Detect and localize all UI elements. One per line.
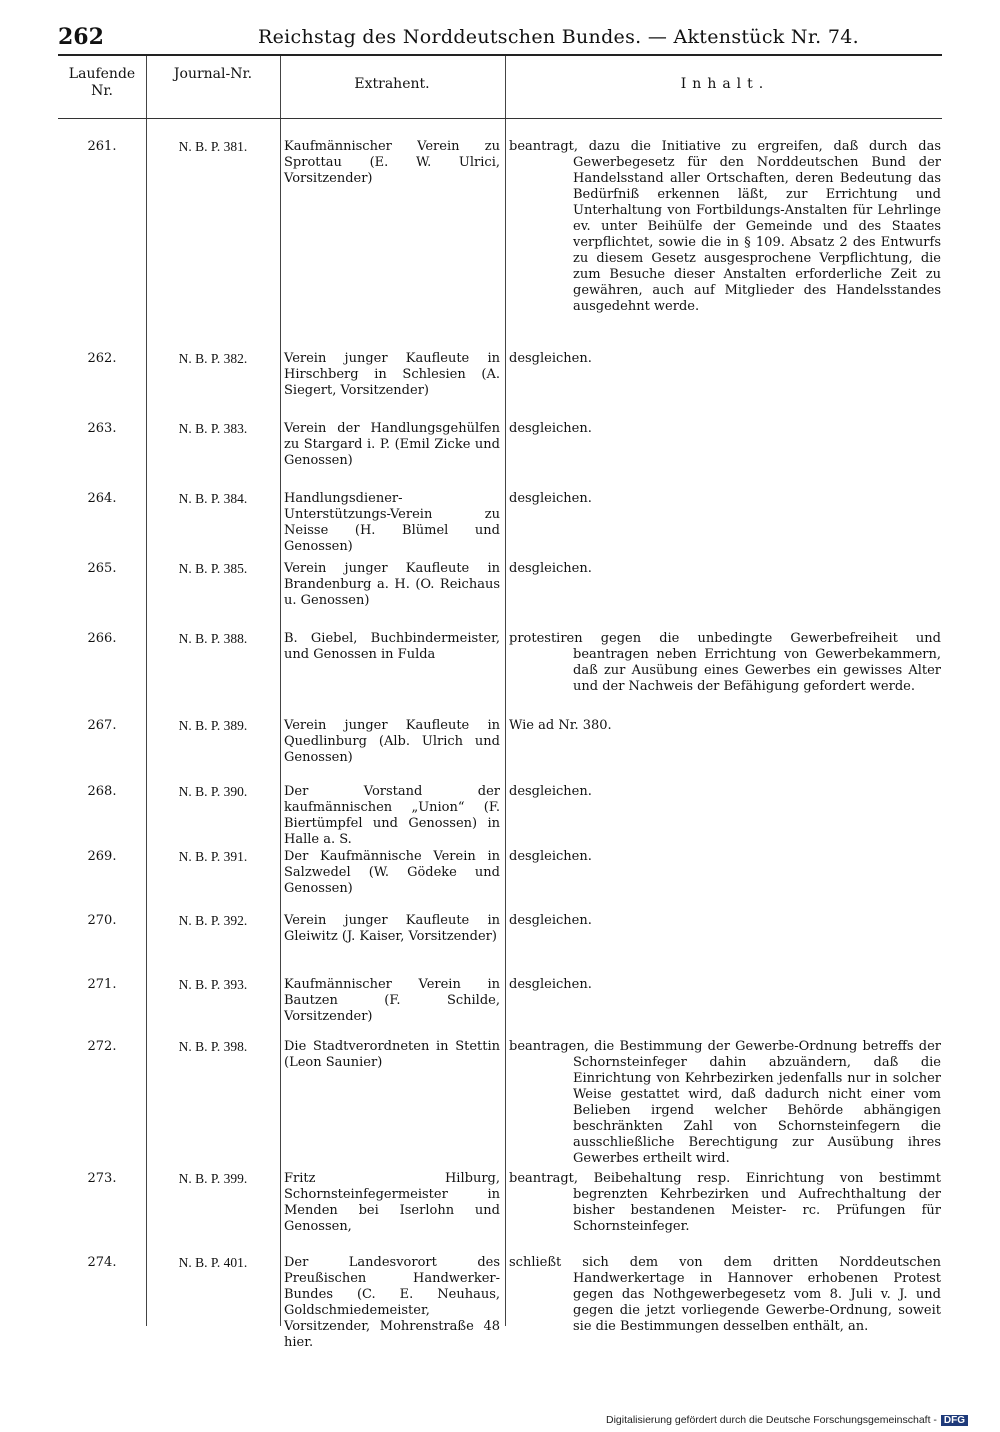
row-number: 272. [87,1039,117,1054]
row-number: 265. [87,561,117,576]
row-number: 271. [87,977,117,992]
content: desgleichen. [509,351,592,366]
content: desgleichen. [509,849,592,864]
petitioner: Verein junger Kaufleute in Hirschberg in Schlesien (A. Siegert, Vorsitzender) [284,351,500,398]
petitioner: Verein junger Kaufleute in Quedlinburg (Alb. Ulrich und Genossen) [284,718,500,765]
journal-number: N. B. P. 398. [178,1039,248,1054]
content: desgleichen. [509,977,592,992]
table-row [58,421,942,491]
table-row [58,784,942,849]
content: protestiren gegen die unbedingte Gewerbefreiheit und beantragen neben Errichtung von Gewerbekammern, daß zur Ausübung eines Gewerbes ein gewisses Alter und der Nachweis der Befähigung gefordert werde. [509,631,941,694]
journal-number: N. B. P. 383. [178,421,248,436]
row-number: 273. [87,1171,117,1186]
table-row [58,1171,942,1255]
content: beantragen, die Bestimmung der Gewerbe-Ordnung betreffs der Schornsteinfeger dahin abzuändern, daß die Einrichtung von Kehrbezirken jedenfalls nur in solcher Weise gestattet wird, daß dadurch nicht einer vom Belieben irgend welcher Behörde abhängigen beschränkten Zahl von Schornsteinfegern die ausschließliche Berechtigung zur Ausübung ihres Gewerbes ertheilt wird. [509,1039,941,1166]
table-row [58,977,942,1039]
journal-number: N. B. P. 382. [178,351,248,366]
petitioner: Der Kaufmännische Verein in Salzwedel (W. Gödeke und Genossen) [284,849,500,896]
row-number: 261. [87,139,117,154]
petitioner: Der Landesvorort des Preußischen Handwerker-Bundes (C. E. Neuhaus, Goldschmiedemeister, Vorsitzender, Mohrenstraße 48 hier. [284,1255,500,1350]
content: desgleichen. [509,913,592,928]
column-header-journal: Journal-Nr. [173,66,253,82]
table-row [58,913,942,977]
page-header [58,22,938,56]
row-number: 269. [87,849,117,864]
row-number: 264. [87,491,117,506]
table-row [58,119,942,351]
petitioner: Fritz Hilburg, Schornsteinfegermeister in Menden bei Iserlohn und Genossen, [284,1171,500,1234]
row-number: 274. [87,1255,117,1270]
column-header-inhalt: Inhalt. [680,76,770,92]
journal-number: N. B. P. 391. [178,849,248,864]
content: desgleichen. [509,421,592,436]
row-number: 266. [87,631,117,646]
row-number: 270. [87,913,117,928]
journal-number: N. B. P. 390. [178,784,248,799]
row-number: 262. [87,351,117,366]
content: schließt sich dem von dem dritten Norddeutschen Handwerkertage in Hannover erhobenen Protest gegen das Nothgewerbegesetz vom 8. Juli v. J. und gegen die jetzt vorliegende Gewerbe-Ordnung, soweit sie die Bestimmungen desselben enthält, an. [509,1255,941,1334]
petitioner: Der Vorstand der kaufmännischen „Union“ (F. Biertümpfel und Genossen) in Halle a. S. [284,784,500,847]
page-number: 262 [58,24,104,50]
journal-number: N. B. P. 381. [178,139,248,154]
petitioner: B. Giebel, Buchbindermeister, und Genossen in Fulda [284,631,500,662]
running-title: Reichstag des Norddeutschen Bundes. — Aktenstück Nr. 74. [258,26,859,48]
credit-text: Digitalisierung gefördert durch die Deutsche Forschungsgemeinschaft - [606,1414,937,1426]
table-row [58,1039,942,1171]
table-row [58,561,942,631]
journal-number: N. B. P. 385. [178,561,248,576]
table-row [58,491,942,561]
petitioner: Kaufmännischer Verein zu Sprottau (E. W. Ulrici, Vorsitzender) [284,139,500,186]
row-number: 268. [87,784,117,799]
content: Wie ad Nr. 380. [509,718,612,733]
journal-number: N. B. P. 392. [178,913,248,928]
content: desgleichen. [509,491,592,506]
petition-table [58,56,942,1351]
dfg-logo: DFG [941,1415,968,1426]
digitization-credit [606,1414,968,1426]
journal-number: N. B. P. 388. [178,631,248,646]
content: desgleichen. [509,561,592,576]
table-row [58,1255,942,1351]
row-number: 263. [87,421,117,436]
table-row [58,631,942,718]
petitioner: Handlungsdiener-Unterstützungs-Verein zu Neisse (H. Blümel und Genossen) [284,491,500,554]
table-row [58,351,942,421]
table-row [58,718,942,784]
content: beantragt, Beibehaltung resp. Einrichtung von bestimmt begrenzten Kehrbezirken und Aufrechthaltung der bisher bestandenen Meister- rc. Prüfungen für Schornsteinfeger. [509,1171,941,1234]
petitioner: Kaufmännischer Verein in Bautzen (F. Schilde, Vorsitzender) [284,977,500,1024]
content: beantragt, dazu die Initiative zu ergreifen, daß durch das Gewerbegesetz für den Norddeutschen Bund der Handelsstand aller Ortschaften, deren Bedeutung das Bedürfniß erkennen läßt, zur Errichtung und Unterhaltung von Fortbildungs-Anstalten für Lehrlinge ev. unter Beihülfe der Gemeinde und des Staates verpflichtet, sowie die in § 109. Absatz 2 des Entwurfs zu diesem Gesetz ausgesprochene Verpflichtung, die zum Besuche dieser Anstalten erforderliche Zeit zu gewähren, auch auf Mitglieder des Handelsstandes ausgedehnt werde. [509,139,941,314]
journal-number: N. B. P. 384. [178,491,248,506]
petitioner: Verein junger Kaufleute in Brandenburg a. H. (O. Reichaus u. Genossen) [284,561,500,608]
journal-number: N. B. P. 393. [178,977,248,992]
journal-number: N. B. P. 399. [178,1171,248,1186]
journal-number: N. B. P. 401. [178,1255,248,1270]
column-header-nr: Laufende Nr. [68,66,136,99]
journal-number: N. B. P. 389. [178,718,248,733]
petitioner: Verein junger Kaufleute in Gleiwitz (J. Kaiser, Vorsitzender) [284,913,500,944]
petitioner: Die Stadtverordneten in Stettin (Leon Saunier) [284,1039,500,1070]
row-number: 267. [87,718,117,733]
column-header-extrahent: Extrahent. [354,76,430,92]
table-header [58,56,942,119]
table-row [58,849,942,913]
content: desgleichen. [509,784,592,799]
petitioner: Verein der Handlungsgehülfen zu Stargard i. P. (Emil Zicke und Genossen) [284,421,500,468]
